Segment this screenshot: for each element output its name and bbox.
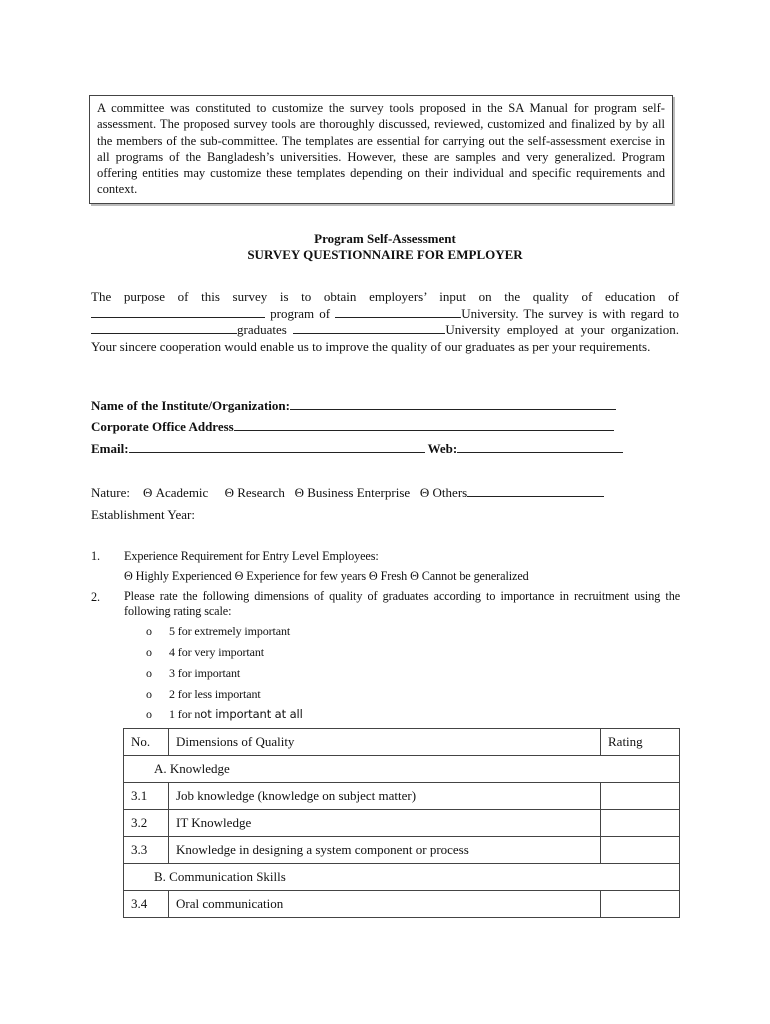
scale-item-text: 2 for less important (169, 687, 261, 701)
section-knowledge: A. Knowledge (124, 756, 680, 783)
table-row (124, 810, 680, 837)
table-header-row (124, 729, 680, 756)
intro-notice-box (89, 95, 673, 204)
rating-cell[interactable] (601, 783, 680, 810)
bullet-icon: o (146, 624, 152, 638)
address-field (91, 419, 614, 435)
scale-item (146, 666, 240, 681)
bullet-icon: o (146, 645, 152, 659)
web-label: Web: (424, 441, 458, 456)
header-dimension: Dimensions of Quality (169, 729, 601, 756)
purpose-text-3: University. The survey is with regard to (461, 305, 680, 321)
email-web-field (91, 441, 623, 457)
address-label: Corporate Office Address (91, 419, 234, 434)
purpose-text-1: The purpose of this survey is to obtain employers’ input on the quality of education of (91, 289, 679, 304)
rating-cell[interactable] (601, 810, 680, 837)
row-number: 3.4 (124, 891, 169, 918)
scale-item-text: 4 for very important (169, 645, 264, 659)
row-number: 3.1 (124, 783, 169, 810)
others-input-line[interactable] (467, 485, 604, 497)
university-blank-1[interactable] (335, 306, 461, 318)
header-rating: Rating (601, 729, 680, 756)
row-dimension: Oral communication (169, 891, 601, 918)
email-input-line[interactable] (129, 441, 425, 453)
scale-item (146, 645, 264, 660)
purpose-paragraph (91, 289, 679, 355)
address-input-line[interactable] (234, 419, 614, 431)
rating-cell[interactable] (601, 891, 680, 918)
institute-label: Name of the Institute/Organization: (91, 398, 290, 413)
row-number: 3.3 (124, 837, 169, 864)
row-number: 3.2 (124, 810, 169, 837)
table-row (124, 783, 680, 810)
scale-item-text: 3 for important (169, 666, 241, 680)
graduates-blank[interactable] (91, 322, 237, 334)
scale-item-text-suffix: ot important at all (200, 707, 303, 721)
institute-field (91, 398, 616, 414)
intro-notice-text: A committee was constituted to customize the survey tools proposed in the SA Manual for program self-assessment. The proposed survey tools are thoroughly discussed, reviewed, customized and finalized by by all the members of the sub-committee. The templates are essential for carrying out the self-assessment exercise in all programs of the Bangladesh’s universities. However, these are samples and very generalized. Program offering entities may customize these templates depending on their individual and specific requirements and context. (97, 101, 665, 197)
table-row (124, 891, 680, 918)
form-title-line-1: Program Self-Assessment (314, 231, 456, 246)
email-label: Email: (91, 441, 129, 456)
question-1-options[interactable]: Θ Highly Experienced Θ Experience for few years Θ Fresh Θ Cannot be generalized (124, 569, 529, 583)
scale-item (146, 707, 303, 722)
rating-cell[interactable] (601, 837, 680, 864)
scale-item-text: 1 for n (169, 707, 201, 721)
scale-item (146, 687, 261, 702)
table-row (124, 837, 680, 864)
nature-option-research[interactable]: Θ Research (224, 485, 285, 500)
nature-option-academic[interactable]: Θ Academic (142, 485, 209, 500)
question-1-text: Experience Requirement for Entry Level Employees: (124, 549, 379, 563)
establishment-year-label: Establishment Year: (91, 507, 195, 522)
bullet-icon: o (146, 687, 152, 701)
form-title-line-2: SURVEY QUESTIONNAIRE FOR EMPLOYER (247, 247, 523, 262)
row-dimension: Job knowledge (knowledge on subject matter) (169, 783, 601, 810)
table-section-row (124, 864, 680, 891)
nature-row (91, 485, 604, 501)
bullet-icon: o (146, 666, 152, 680)
program-blank[interactable] (91, 306, 265, 318)
row-dimension: Knowledge in designing a system component or process (169, 837, 601, 864)
question-1-number: 1. (91, 549, 100, 563)
row-dimension: IT Knowledge (169, 810, 601, 837)
question-2-number: 2. (91, 590, 100, 604)
header-no: No. (124, 729, 169, 756)
table-section-row (124, 756, 680, 783)
purpose-text-4: graduates (237, 322, 294, 337)
section-communication: B. Communication Skills (124, 864, 680, 891)
scale-item-text: 5 for extremely important (169, 624, 291, 638)
question-2-text: Please rate the following dimensions of quality of graduates according to importance in recruitment using the following rating scale: (124, 589, 680, 618)
institute-input-line[interactable] (290, 398, 616, 410)
bullet-icon: o (146, 707, 152, 721)
purpose-text-2: program of (265, 305, 336, 321)
nature-option-business[interactable]: Θ Business Enterprise (294, 485, 411, 500)
web-input-line[interactable] (457, 441, 623, 453)
purpose-text-5: University employed at your organization. Your sincere cooperation would enable us to improve the quality of our graduates as per your requirements. (91, 322, 679, 354)
scale-item (146, 624, 290, 639)
nature-option-others[interactable]: Θ Others (419, 485, 468, 500)
university-blank-2[interactable] (293, 322, 445, 334)
quality-dimensions-table (123, 728, 680, 918)
nature-label: Nature: (91, 485, 130, 500)
